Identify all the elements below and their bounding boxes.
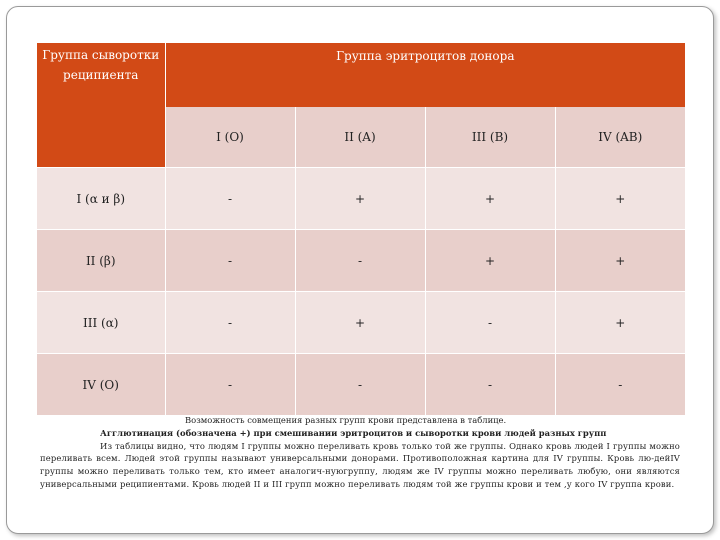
recipient-serum-header: Группа сыворотки реципиента (37, 43, 165, 168)
compatibility-cell: - (425, 292, 555, 354)
caption-agglutination: Агглютинация (обозначена +) при смешивании эритроцитов и сыворотки крови людей разных групп (100, 427, 607, 438)
donor-group-header: III (B) (425, 107, 555, 168)
recipient-group-cell: II (β) (37, 230, 165, 292)
table-row (37, 354, 685, 416)
table-row (37, 230, 685, 292)
recipient-group-cell: IV (O) (37, 354, 165, 416)
table-row (37, 168, 685, 230)
compatibility-cell: - (165, 168, 295, 230)
table-row (37, 292, 685, 354)
compatibility-cell: + (555, 230, 685, 292)
donor-erythrocytes-header: Группа эритроцитов донора (165, 43, 685, 107)
compatibility-cell: + (555, 292, 685, 354)
compatibility-cell: - (555, 354, 685, 416)
recipient-group-cell: I (α и β) (37, 168, 165, 230)
recipient-group-cell: III (α) (37, 292, 165, 354)
caption-text (40, 414, 680, 491)
compatibility-cell: + (555, 168, 685, 230)
compatibility-cell: + (295, 168, 425, 230)
compatibility-cell: + (425, 230, 555, 292)
compatibility-cell: - (165, 354, 295, 416)
compatibility-cell: - (165, 230, 295, 292)
compatibility-cell: - (425, 354, 555, 416)
caption-paragraph: Из таблицы видно, что людям I группы можно переливать кровь только той же группы. Однако кровь людей I группы можно переливать всем. Людей этой группы называют универсальными донорами. Противоположная картина для IV группы. Кровь лю-дейIV группы можно переливать только тем, кто имеет аналогич-нуюгруппу, людям же IV группы можно переливать любую, они являются универсальными реципиентами. Кровь людей II и III групп можно переливать людям той же группы крови и тем ,у кого IV группа крови. (40, 440, 680, 489)
compatibility-cell: + (425, 168, 555, 230)
compatibility-cell: + (295, 292, 425, 354)
donor-group-header: II (A) (295, 107, 425, 168)
compatibility-cell: - (295, 230, 425, 292)
compatibility-cell: - (165, 292, 295, 354)
donor-group-header: I (O) (165, 107, 295, 168)
blood-compatibility-table (37, 43, 685, 415)
caption-intro: Возможность совмещения разных групп крови представлена в таблице. (185, 415, 507, 425)
donor-group-header: IV (AB) (555, 107, 685, 168)
compatibility-cell: - (295, 354, 425, 416)
